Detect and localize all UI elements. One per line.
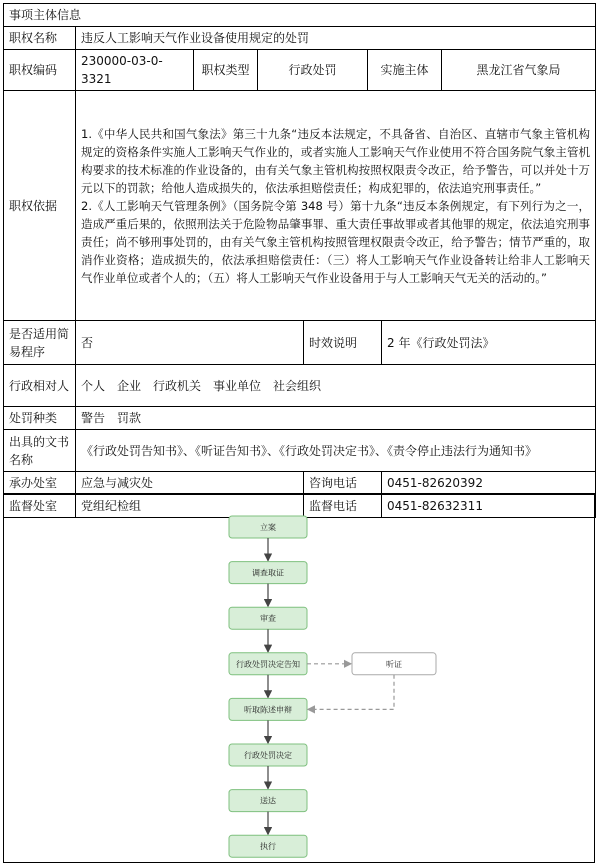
flow-step-label: 立案 [260, 523, 276, 532]
flow-step-label: 送达 [260, 796, 276, 806]
supervise-value: 党组纪检组 [76, 495, 304, 518]
penalty-label: 处罚种类 [4, 407, 76, 430]
basis-paragraph-1: 1.《中华人民共和国气象法》第三十九条“违反本法规定，不具备省、自治区、直辖市气象主管机构规定的资格条件实施人工影响天气作业的，或者实施人工影响天气作业使用不符合国务院气象主管机构要求的技术标准的作业设备的，由有关气象主管机构按照权限责令改正，给予警告，可以并处十万元以下的罚款；给他人造成损失的，依法承担赔偿责任；构成犯罪的，依法追究刑事责任。” [81, 126, 591, 195]
docs-label: 出具的文书名称 [4, 430, 76, 472]
limit-label: 时效说明 [304, 321, 382, 365]
flow-step-label: 行政处罚决定 [244, 751, 292, 760]
counterpart-value: 个人 企业 行政机关 事业单位 社会组织 [76, 365, 596, 407]
flow-step-label: 听取陈述申辩 [244, 705, 292, 715]
supervise-phone-value: 0451-82632311 [382, 495, 596, 518]
simple-label: 是否适用简易程序 [4, 321, 76, 365]
flow-dashed-return [308, 675, 394, 710]
flow-step-label: 行政处罚决定告知 [236, 659, 300, 669]
name-value: 违反人工影响天气作业设备使用规定的处罚 [76, 27, 596, 50]
basis-label: 职权依据 [4, 91, 76, 321]
flow-step-label: 执行 [260, 842, 276, 852]
simple-value: 否 [76, 321, 304, 365]
type-label: 职权类型 [194, 50, 258, 91]
basis-paragraph-2: 2.《人工影响天气管理条例》（国务院令第 348 号）第十九条“违反本条例规定，有下列行为之一，造成严重后果的，依照刑法关于危险物品肇事罪、重大责任事故罪或者其他罪的规定，依法追究刑事责任；尚不够刑事处罚的，由有关气象主管机构按照管理权限责令改正，给予警告；情节严重的，取消作业资格；造成损失的，依法承担赔偿责任：（三）将人工影响天气作业设备转让给非人工影响天气作业单位或者个人的；（五）将人工影响天气作业设备用于与人工影响天气无关的活动的。” [81, 198, 591, 285]
flow-step-label: 调查取证 [252, 568, 284, 578]
flowchart-canvas [4, 494, 594, 862]
supervise-label: 监督处室 [4, 495, 76, 518]
dept-label: 承办处室 [4, 472, 76, 495]
flow-side-label: 听证 [386, 659, 402, 669]
flow-step-label: 审查 [260, 614, 276, 624]
subject-value: 黑龙江省气象局 [442, 50, 596, 91]
supervise-phone-label: 监督电话 [304, 495, 382, 518]
name-label: 职权名称 [4, 27, 76, 50]
process-flowchart [3, 493, 595, 863]
table-header: 事项主体信息 [4, 4, 596, 27]
code-value: 230000-03-0-3321 [76, 50, 194, 91]
info-table [3, 3, 596, 518]
counterpart-label: 行政相对人 [4, 365, 76, 407]
type-value: 行政处罚 [258, 50, 368, 91]
consult-label: 咨询电话 [304, 472, 382, 495]
dept-value: 应急与减灾处 [76, 472, 304, 495]
consult-value: 0451-82620392 [382, 472, 596, 495]
docs-value: 《行政处罚告知书》、《听证告知书》、《行政处罚决定书》、《责令停止违法行为通知书》 [76, 430, 596, 472]
penalty-value: 警告 罚款 [76, 407, 596, 430]
basis-value [76, 91, 596, 321]
code-label: 职权编码 [4, 50, 76, 91]
subject-label: 实施主体 [368, 50, 442, 91]
limit-value: 2 年《行政处罚法》 [382, 321, 596, 365]
